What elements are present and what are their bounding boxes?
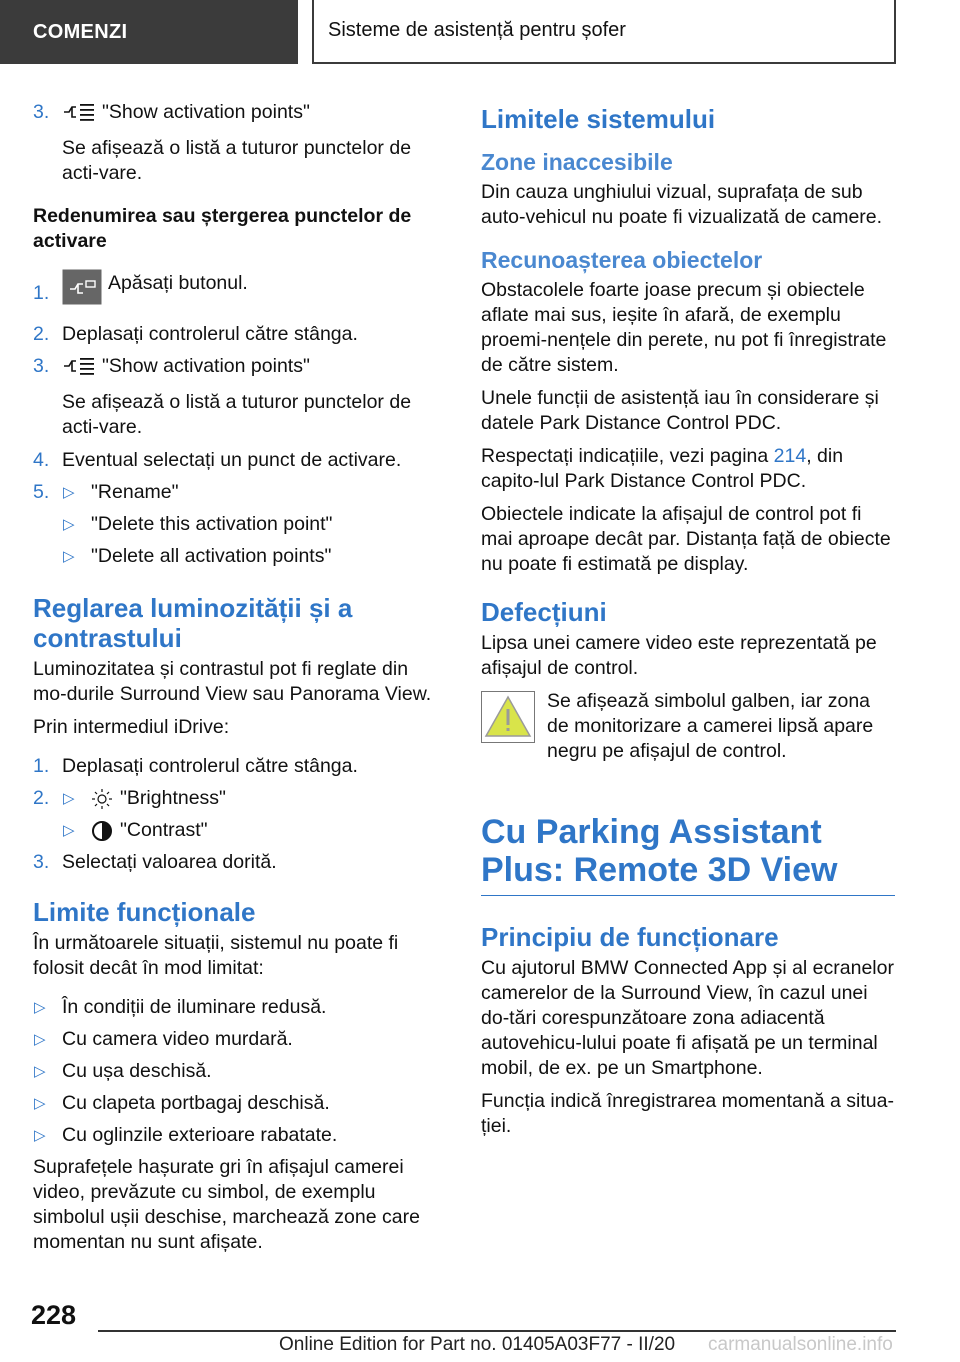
contrast-icon [91,820,113,849]
paragraph: Funcția indică înregistrarea momentană a situa‐ției. [481,1090,894,1137]
heading-system-limits: Limitele sistemului [481,104,716,134]
list-item: ▷ Cu clapeta portbagaj deschisă. [34,1092,330,1114]
description: Se afișează o listă a tuturor punctelor de acti‐vare. [62,391,412,438]
list-item: 3. "Show activation points" [33,100,445,129]
list-item: ▷ "Delete all activation points" [63,545,332,567]
section-tab: COMENZI [0,0,298,64]
description: Se afișează o listă a tuturor punctelor de acti‐vare. [62,137,412,184]
triangle-bullet-icon: ▷ [63,548,75,565]
brightness-icon [91,788,113,817]
left-column [33,100,445,1263]
list-item: 4. Eventual selectați un punct de activare. [33,449,402,471]
watermark: carmanualsonline.info [706,1332,893,1358]
paragraph: Din cauza unghiului vizual, suprafața de sub auto‐vehicul nu poate fi vizualizată de camere. [481,181,883,228]
list-item: 1. Apăsați butonul. [33,269,445,312]
paragraph: În următoarele situații, sistemul nu poate fi folosit decât în mod limitat: [33,932,399,979]
list-item: 2. ▷ "Brightness" [33,786,445,811]
warning-note: Se afișează simbolul galben, iar zona de monitorizare a camerei lipsă apare negru pe afișajul de control. [481,689,895,769]
chapter-title: Sisteme de asistență pentru șofer [312,0,896,64]
paragraph: Respectați indicațiile, vezi pagina 214, din capito‐lul Park Distance Control PDC. [481,445,844,492]
activation-points-icon [62,102,96,129]
paragraph: Lipsa unei camere video este reprezentată pe afișajul de control. [481,632,877,679]
heading-brightness: Reglarea luminozității și a contrastului [33,593,353,653]
list-item: ▷ "Delete this activation point" [63,513,333,535]
paragraph: Luminozitatea și contrastul pot fi reglate din mo‐durile Surround View sau Panorama View. [33,658,432,705]
heading-zones: Zone inaccesibile [481,149,673,175]
list-item: 3. "Show activation points" [33,354,445,383]
edition-text: Online Edition for Part no. 01405A03F77 - II/20 [279,1334,676,1355]
paragraph: Obstacolele foarte joase precum și obiectele aflate mai sus, ieșite în afară, de exemplu proemi‐nențele din perete, nu pot fi înregistrate de către sistem. [481,279,887,376]
list-item: ▷ În condiții de iluminare redusă. [34,996,327,1018]
paragraph: Suprafețele hașurate gri în afișajul camerei video, prevăzute cu simbol, de exemplu simbolul ușii deschise, marchează zone care momentan nu sunt afișate. [33,1156,420,1253]
triangle-bullet-icon: ▷ [63,516,75,533]
triangle-bullet-icon: ▷ [34,1127,46,1144]
camera-button-icon [62,269,102,312]
heading-objects: Recunoașterea obiectelor [481,247,763,273]
heading-faults: Defecțiuni [481,597,607,627]
list-item: ▷ Cu ușa deschisă. [34,1060,212,1082]
page-header [0,0,960,66]
paragraph: Cu ajutorul BMW Connected App și al ecranelor camerelor de la Surround View, în cazul unei do‐tări corespunzătoare zona adiacentă autovehicu‐lului poate fi afișată pe un terminal mobil, de ex. pe un Smartphone. [481,957,894,1079]
list-item: 1. Deplasați controlerul către stânga. [33,755,358,777]
list-item: 5. ▷ "Rename" [33,481,179,503]
list-item: ▷ Cu camera video murdară. [34,1028,293,1050]
list-item: ▷ "Contrast" [33,818,445,843]
triangle-bullet-icon: ▷ [34,999,46,1016]
list-item: ▷ Cu oglinzile exterioare rabatate. [34,1124,338,1146]
triangle-bullet-icon: ▷ [34,1095,46,1112]
paragraph: Obiectele indicate la afișajul de control pot fi mai aproape decât par. Distanța față de obiecte nu poate fi estimată pe display. [481,503,891,575]
subheading-rename: Redenumirea sau ștergerea punctelor de activare [33,205,412,252]
list-item: 2. Deplasați controlerul către stânga. [33,323,358,345]
list-item: 3. Selectați valoarea dorită. [33,851,277,873]
paragraph: Prin intermediul iDrive: [33,716,230,738]
activation-points-icon [62,356,96,383]
page-link[interactable]: 214 [773,445,807,467]
triangle-bullet-icon: ▷ [63,484,75,501]
triangle-bullet-icon: ▷ [63,790,75,807]
heading-principle: Principiu de funcționare [481,922,779,952]
triangle-bullet-icon: ▷ [34,1063,46,1080]
heading-remote-3d-view: Cu Parking Assistant Plus: Remote 3D View [481,813,895,896]
paragraph: Unele funcții de asistență iau în considerare și datele Park Distance Control PDC. [481,387,879,434]
heading-limits: Limite funcționale [33,897,256,927]
triangle-bullet-icon: ▷ [34,1031,46,1048]
warning-triangle-icon [481,691,535,743]
page-number: 228 [31,1300,77,1330]
right-column [481,100,895,1147]
triangle-bullet-icon: ▷ [63,822,75,839]
